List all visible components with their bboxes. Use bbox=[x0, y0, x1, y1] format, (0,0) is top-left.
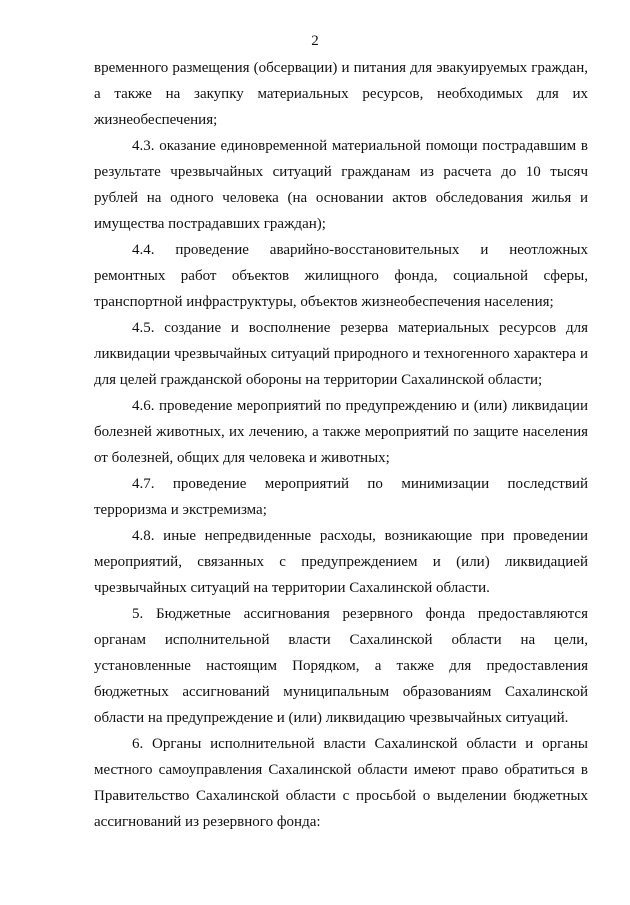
document-body bbox=[94, 55, 588, 835]
paragraph-4-3: 4.3. оказание единовременной материальной помощи пострадавшим в результате чрезвычайных ситуаций гражданам из расчета до 10 тысяч рублей на одного человека (на основании актов обследования жилья и имущества пострадавших граждан); bbox=[94, 138, 588, 232]
paragraph-6: 6. Органы исполнительной власти Сахалинской области и органы местного самоуправления Сахалинской области имеют право обратиться в Правительство Сахалинской области с просьбой о выделении бюджетных ассигнований из резервного фонда: bbox=[94, 736, 588, 830]
paragraph-4-7: 4.7. проведение мероприятий по минимизации последствий терроризма и экстремизма; bbox=[94, 476, 588, 518]
paragraph-4-5: 4.5. создание и восполнение резерва материальных ресурсов для ликвидации чрезвычайных ситуаций природного и техногенного характера и для целей гражданской обороны на территории Сахалинской области; bbox=[94, 320, 588, 388]
paragraph-continuation: временного размещения (обсервации) и питания для эвакуируемых граждан, а также на закупку материальных ресурсов, необходимых для их жизнеобеспечения; bbox=[94, 60, 588, 128]
paragraph-4-6: 4.6. проведение мероприятий по предупреждению и (или) ликвидации болезней животных, их лечению, а также мероприятий по защите населения от болезней, общих для человека и животных; bbox=[94, 398, 588, 466]
paragraph-4-8: 4.8. иные непредвиденные расходы, возникающие при проведении мероприятий, связанных с предупреждением и (или) ликвидацией чрезвычайных ситуаций на территории Сахалинской области. bbox=[94, 528, 588, 596]
page-number: 2 bbox=[311, 33, 319, 49]
paragraph-4-4: 4.4. проведение аварийно-восстановительных и неотложных ремонтных работ объектов жилищного фонда, социальной сферы, транспортной инфраструктуры, объектов жизнеобеспечения населения; bbox=[94, 242, 588, 310]
paragraph-5: 5. Бюджетные ассигнования резервного фонда предоставляются органам исполнительной власти Сахалинской области на цели, установленные настоящим Порядком, а также для предоставления бюджетных ассигнований муниципальным образованиям Сахалинской области на предупреждение и (или) ликвидацию чрезвычайных ситуаций. bbox=[94, 606, 588, 726]
